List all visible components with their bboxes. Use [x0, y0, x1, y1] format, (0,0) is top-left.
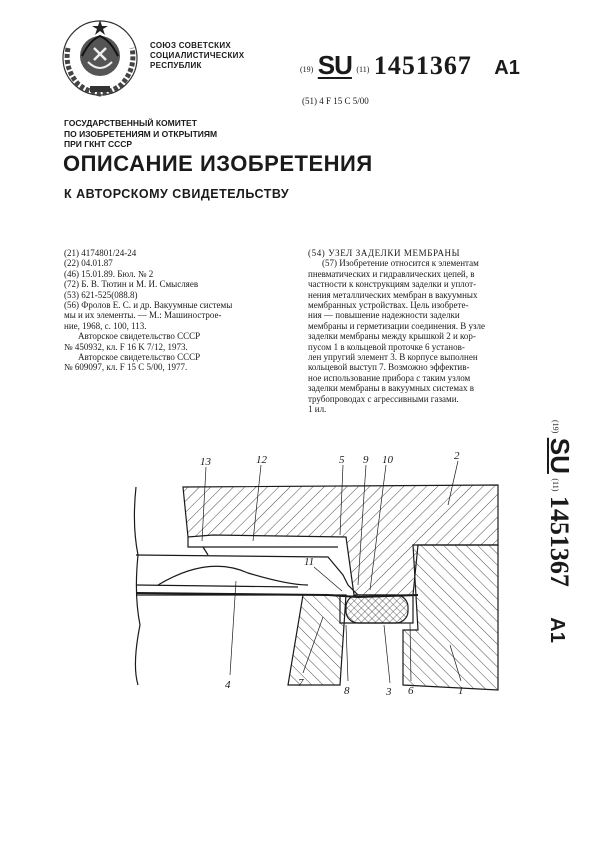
- biblio-line: № 450932, кл. F 16 K 7/12, 1973.: [64, 341, 188, 352]
- abstract-line: ное использование прибора с таким узлом: [308, 372, 471, 383]
- committee-block: [64, 118, 217, 150]
- biblio-line: (46) 15.01.89. Бюл. № 2: [64, 268, 154, 279]
- abstract-line: заделки мембраны в вакуумных системах в: [308, 383, 475, 394]
- abstract-line: мембранных устройствах. Цель изобрете-: [308, 300, 469, 311]
- biblio-line: (22) 04.01.87: [64, 258, 113, 269]
- figure-label: 7: [298, 677, 304, 689]
- country-code: SU: [317, 50, 352, 80]
- country-name-block: [150, 41, 244, 71]
- side-code-19: (19): [551, 420, 560, 434]
- biblio-line: (56) Фролов Е. С. и др. Вакуумные системы: [64, 300, 233, 311]
- figure-label: 6: [408, 685, 414, 697]
- abstract-line: заделки мембраны между крышкой 2 и кор-: [308, 331, 476, 342]
- committee-line: ГОСУДАРСТВЕННЫЙ КОМИТЕТ: [64, 118, 197, 128]
- bibliographic-data: [64, 248, 292, 373]
- abstract-line: 1 ил.: [308, 404, 327, 415]
- biblio-line: Авторское свидетельство СССР: [78, 331, 201, 342]
- figure-label: 10: [382, 454, 393, 466]
- biblio-line: № 609097, кл. F 15 C 5/00, 1977.: [64, 362, 188, 373]
- side-patent-number-text: 1451367: [545, 495, 574, 587]
- abstract-line: пневматических и гидравлических цепей, в: [308, 268, 475, 279]
- figure-label: 3: [386, 686, 392, 698]
- abstract-line: (57) Изобретение относится к элементам: [322, 258, 479, 269]
- document-title: ОПИСАНИЕ ИЗОБРЕТЕНИЯ: [63, 151, 373, 176]
- biblio-line: (21) 4174801/24-24: [64, 248, 137, 258]
- figure-label: 4: [225, 679, 231, 691]
- figure-label: 1: [458, 685, 464, 697]
- figure-label: 12: [256, 454, 267, 466]
- patent-number: 1451367: [373, 51, 472, 80]
- biblio-line: (53) 621-525(088.8): [64, 289, 138, 300]
- abstract-block: [308, 248, 524, 415]
- abstract-line: трубопроводах с агрессивными газами.: [308, 393, 459, 404]
- side-patent-kind: A1: [546, 617, 568, 643]
- patent-kind: A1: [494, 57, 520, 79]
- side-patent-number: [535, 420, 575, 710]
- country-name-line: РЕСПУБЛИК: [150, 61, 202, 70]
- biblio-line: (72) Б. В. Тютин и М. И. Смысляев: [64, 279, 199, 290]
- country-name-line: СОЦИАЛИСТИЧЕСКИХ: [150, 51, 245, 60]
- figure-label: 13: [200, 456, 211, 468]
- committee-line: ПО ИЗОБРЕТЕНИЯМ И ОТКРЫТИЯМ: [64, 128, 218, 139]
- abstract-line: кольцевой выступ 7. Возможно эффектив-: [308, 362, 470, 373]
- figure-label: 8: [344, 685, 350, 697]
- document-subtitle: К АВТОРСКОМУ СВИДЕТЕЛЬСТВУ: [64, 187, 290, 201]
- figure-label: 2: [454, 450, 460, 462]
- technical-drawing: [128, 445, 528, 715]
- figure-label: 5: [339, 454, 345, 466]
- ipc-classification: (51) 4 F 15 C 5/00: [302, 96, 369, 106]
- patent-number-line: [300, 50, 520, 80]
- code-11: (11): [356, 65, 370, 74]
- side-code-11: (11): [551, 478, 560, 492]
- abstract-line: ния — повышение надежности заделки: [308, 310, 460, 321]
- biblio-line: Авторское свидетельство СССР: [78, 352, 201, 363]
- abstract-line: нения металлических мембран в вакуумных: [308, 289, 478, 300]
- abstract-line: частности к конструкциям заделки и уплот-: [308, 279, 477, 290]
- invention-title: (54) УЗЕЛ ЗАДЕЛКИ МЕМБРАНЫ: [308, 248, 461, 258]
- abstract-line: мембраны и герметизации соединения. В узле: [308, 320, 486, 331]
- country-name-line: СОЮЗ СОВЕТСКИХ: [150, 41, 232, 50]
- figure-label: 11: [304, 556, 315, 568]
- figure-label: 9: [363, 454, 369, 466]
- code-19: (19): [300, 65, 314, 74]
- abstract-text: [308, 258, 524, 414]
- side-country-code: SU: [545, 437, 575, 474]
- biblio-line: ние, 1968, с. 100, 113.: [64, 320, 147, 331]
- state-emblem-icon: [60, 18, 140, 98]
- abstract-line: пусом 1 в кольцевой проточке 6 установ-: [308, 341, 465, 352]
- abstract-line: лен упругий элемент 3. В корпусе выполнен: [308, 352, 478, 363]
- committee-line: ПРИ ГКНТ СССР: [64, 139, 133, 149]
- biblio-line: мы и их элементы. — М.: Машинострое-: [64, 310, 222, 321]
